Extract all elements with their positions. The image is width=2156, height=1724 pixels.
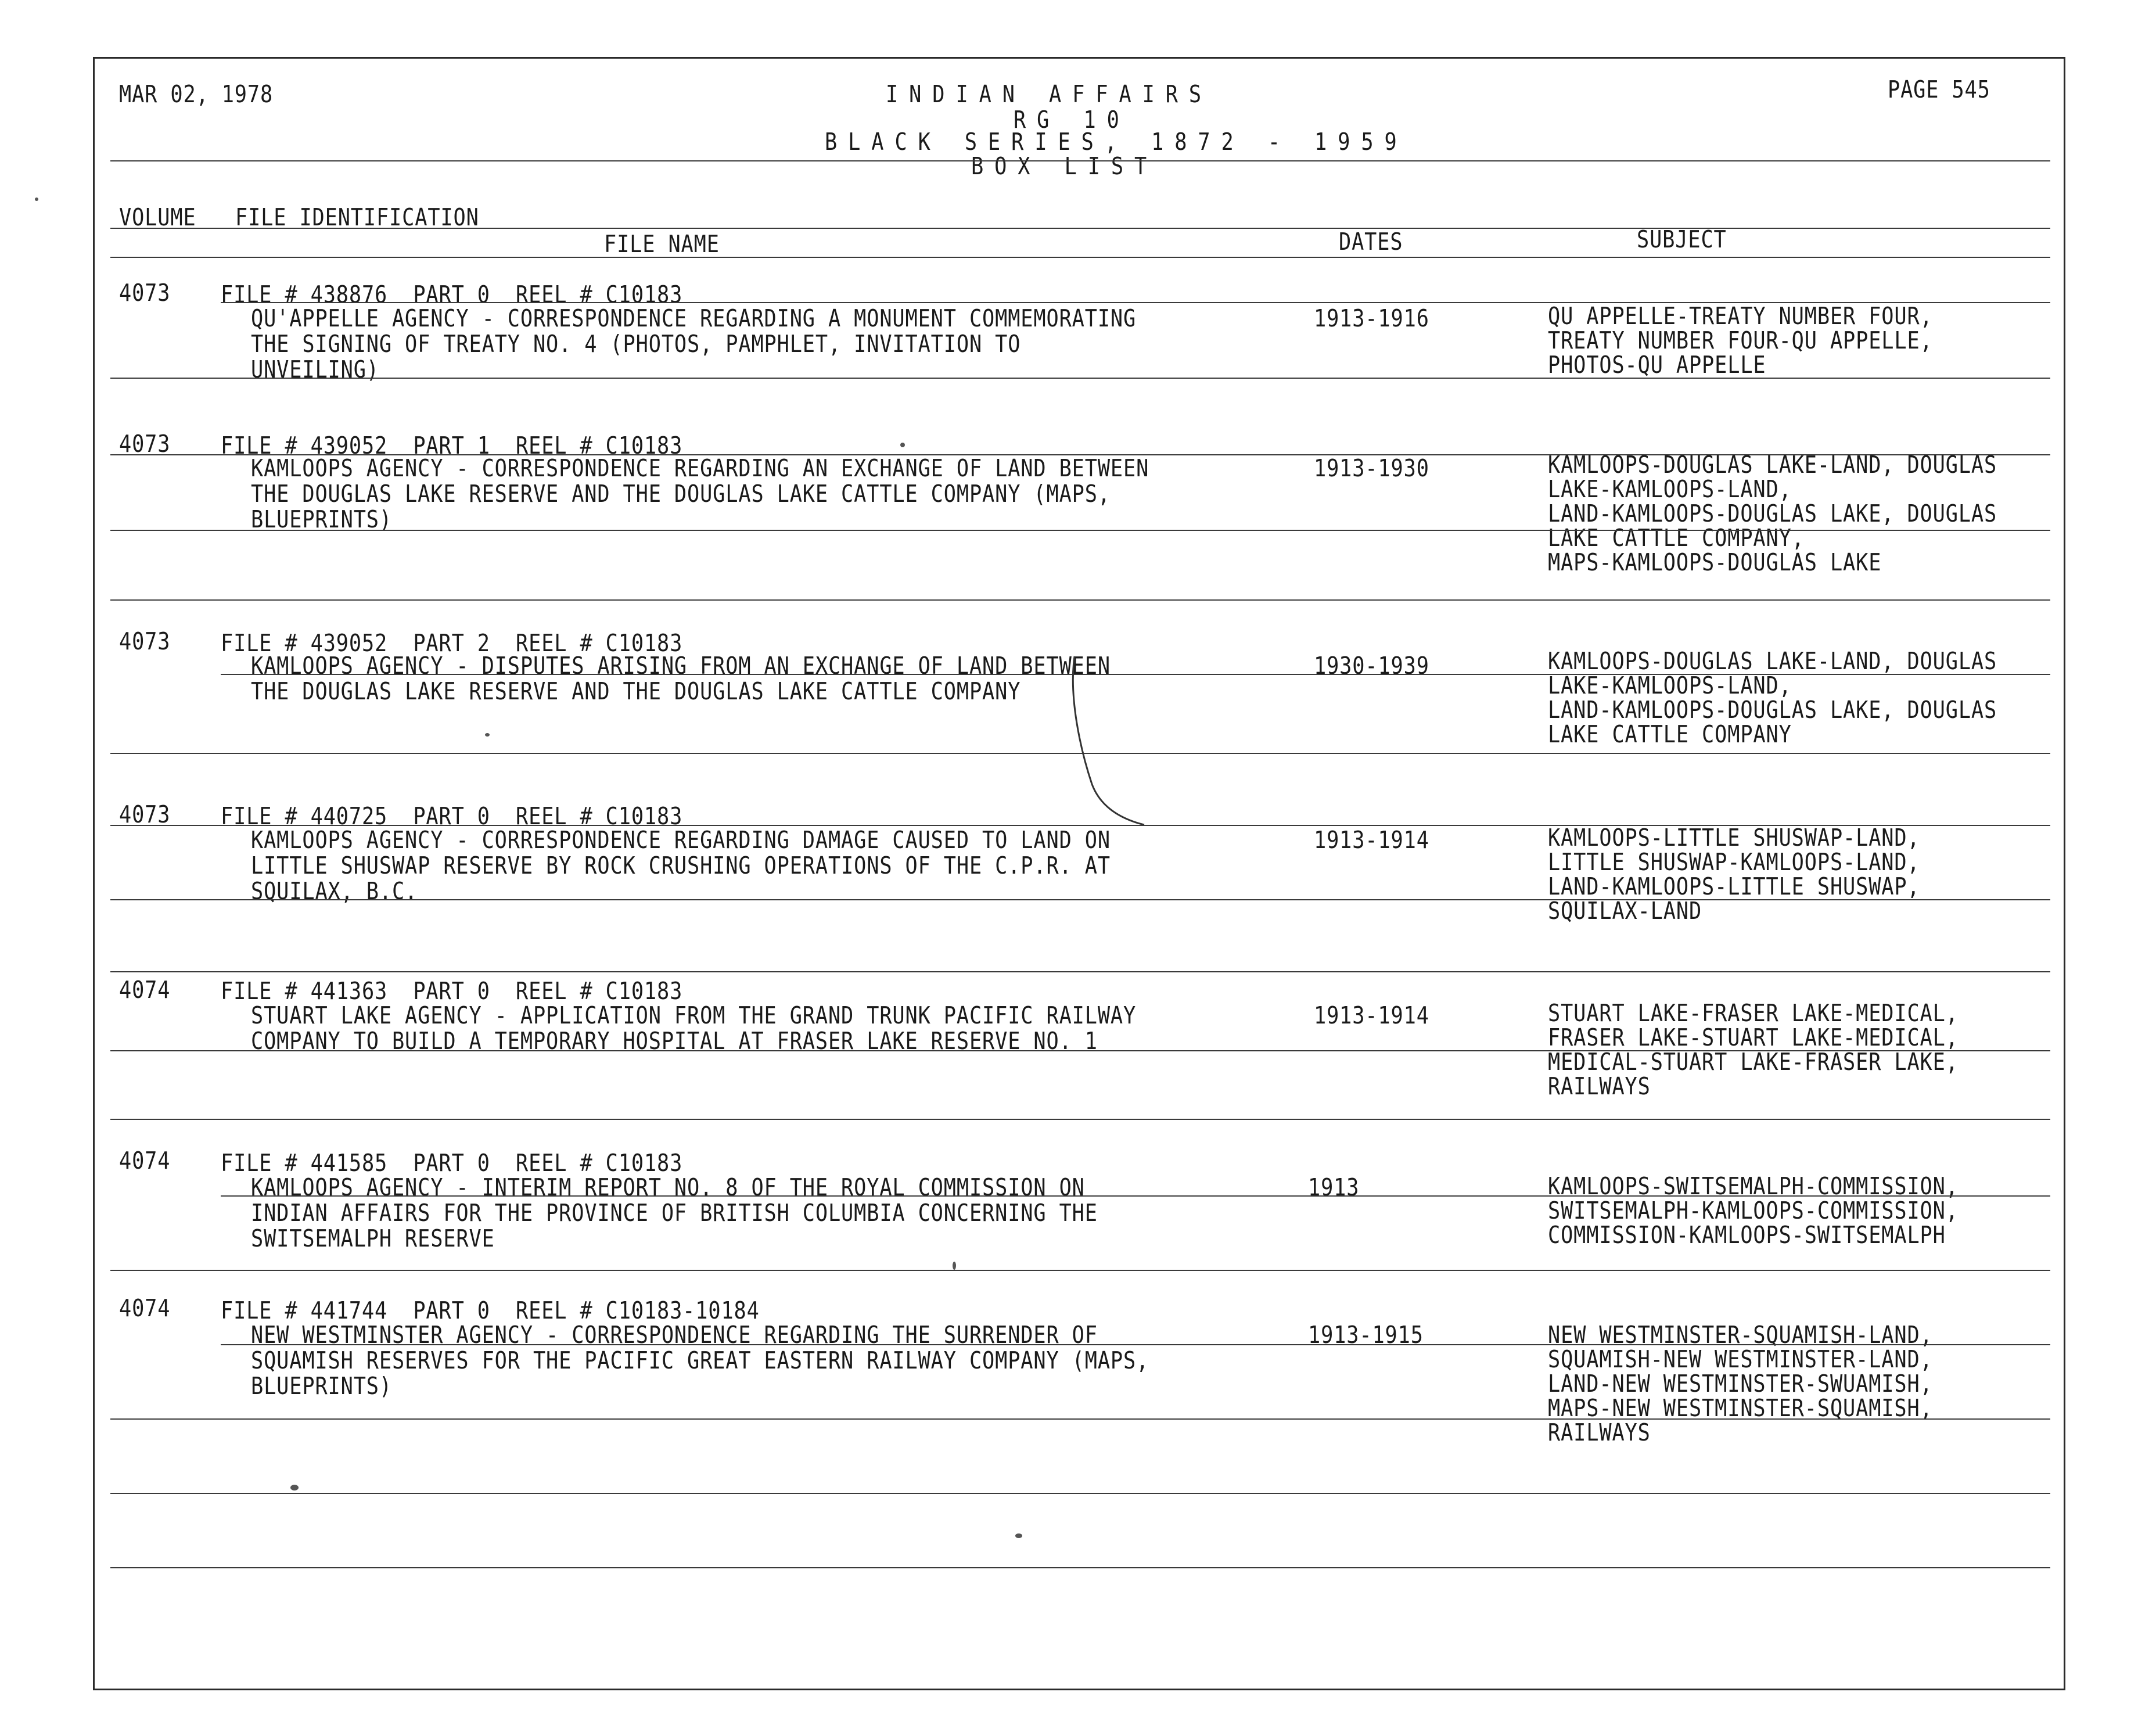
record-subject-line: MAPS-KAMLOOPS-DOUGLAS LAKE <box>1548 548 1882 576</box>
scan-speck <box>953 1262 956 1270</box>
report-title: INDIAN AFFAIRS <box>886 80 1213 108</box>
scan-speck <box>290 1485 299 1490</box>
record-file-name-line: SWITSEMALPH RESERVE <box>251 1224 495 1252</box>
record-file-name-line: QU'APPELLE AGENCY - CORRESPONDENCE REGARDING A MONUMENT COMMEMORATING <box>251 304 1137 332</box>
header-rule <box>110 160 2050 161</box>
record-subject-line: SQUILAX-LAND <box>1548 897 1702 925</box>
subject-column-header: SUBJECT <box>1637 225 1727 253</box>
record-file-id: FILE # 441585 PART 0 REEL # C10183 <box>221 1149 683 1177</box>
record-file-name-line: THE DOUGLAS LAKE RESERVE AND THE DOUGLAS LAKE CATTLE COMPANY (MAPS, <box>251 480 1111 508</box>
row-rule <box>110 899 2050 900</box>
record-file-name-line: STUART LAKE AGENCY - APPLICATION FROM THE GRAND TRUNK PACIFIC RAILWAY <box>251 1001 1137 1029</box>
page-number: PAGE 545 <box>1888 76 1990 103</box>
record-volume: 4073 <box>119 279 171 307</box>
record-dates: 1913-1915 <box>1308 1321 1424 1349</box>
dates-column-header: DATES <box>1339 228 1403 256</box>
record-volume: 4074 <box>119 1294 171 1322</box>
row-rule <box>110 753 2050 754</box>
record-subject-line: KAMLOOPS-LITTLE SHUSWAP-LAND, <box>1548 824 1920 852</box>
record-file-name-line: KAMLOOPS AGENCY - CORRESPONDENCE REGARDING DAMAGE CAUSED TO LAND ON <box>251 826 1111 854</box>
record-subject-line: LAND-KAMLOOPS-DOUGLAS LAKE, DOUGLAS <box>1548 696 1997 724</box>
record-file-name-line: KAMLOOPS AGENCY - DISPUTES ARISING FROM AN EXCHANGE OF LAND BETWEEN <box>251 652 1111 680</box>
record-file-name-line: THE SIGNING OF TREATY NO. 4 (PHOTOS, PAMPHLET, INVITATION TO <box>251 330 1021 358</box>
record-subject-line: PHOTOS-QU APPELLE <box>1548 351 1766 379</box>
record-dates: 1930-1939 <box>1314 652 1429 680</box>
record-dates: 1913-1916 <box>1314 304 1429 332</box>
record-subject-line: KAMLOOPS-DOUGLAS LAKE-LAND, DOUGLAS <box>1548 647 1997 675</box>
row-rule <box>110 1050 2050 1051</box>
row-rule <box>110 378 2050 379</box>
record-volume: 4073 <box>119 627 171 655</box>
row-rule <box>221 1344 2050 1345</box>
record-volume: 4074 <box>119 976 171 1004</box>
record-subject-line: RAILWAYS <box>1548 1418 1651 1446</box>
scan-speck <box>485 733 490 737</box>
row-rule <box>110 1567 2050 1568</box>
record-subject-line: LAND-KAMLOOPS-DOUGLAS LAKE, DOUGLAS <box>1548 500 1997 527</box>
record-file-name-line: BLUEPRINTS) <box>251 505 392 533</box>
record-file-id: FILE # 438876 PART 0 REEL # C10183 <box>221 281 683 308</box>
record-subject-line: QU APPELLE-TREATY NUMBER FOUR, <box>1548 302 1933 330</box>
record-subject-line: MEDICAL-STUART LAKE-FRASER LAKE, <box>1548 1048 1959 1076</box>
row-rule <box>221 302 2050 303</box>
file-identification-column-header: FILE IDENTIFICATION <box>235 203 479 231</box>
record-volume: 4073 <box>119 800 171 828</box>
record-subject-line: LAKE CATTLE COMPANY, <box>1548 524 1805 552</box>
record-file-name-line: KAMLOOPS AGENCY - INTERIM REPORT NO. 8 OF THE ROYAL COMMISSION ON <box>251 1173 1085 1201</box>
record-file-id: FILE # 439052 PART 1 REEL # C10183 <box>221 432 683 459</box>
record-file-name-line: UNVEILING) <box>251 355 379 383</box>
record-file-id: FILE # 441744 PART 0 REEL # C10183-10184 <box>221 1296 760 1324</box>
record-subject-line: TREATY NUMBER FOUR-QU APPELLE, <box>1548 326 1933 354</box>
box-list-label: BOX LIST <box>971 152 1158 180</box>
record-file-name-line: SQUAMISH RESERVES FOR THE PACIFIC GREAT EASTERN RAILWAY COMPANY (MAPS, <box>251 1346 1149 1374</box>
row-rule <box>110 1270 2050 1271</box>
series-title: BLACK SERIES, 1872 - 1959 <box>825 128 1408 156</box>
record-subject-line: COMMISSION-KAMLOOPS-SWITSEMALPH <box>1548 1221 1946 1249</box>
scan-speck <box>900 443 905 447</box>
record-subject-line: LAKE CATTLE COMPANY <box>1548 720 1792 748</box>
record-file-name-line: COMPANY TO BUILD A TEMPORARY HOSPITAL AT FRASER LAKE RESERVE NO. 1 <box>251 1027 1098 1055</box>
scan-speck <box>1015 1533 1022 1538</box>
record-subject-line: LAKE-KAMLOOPS-LAND, <box>1548 671 1792 699</box>
record-file-name-line: BLUEPRINTS) <box>251 1372 392 1400</box>
record-dates: 1913 <box>1308 1173 1360 1201</box>
record-volume: 4074 <box>119 1147 171 1175</box>
record-subject-line: LAKE-KAMLOOPS-LAND, <box>1548 475 1792 503</box>
scan-speck <box>35 197 38 201</box>
column-header-bottom-rule <box>110 257 2050 258</box>
record-file-id: FILE # 440725 PART 0 REEL # C10183 <box>221 802 683 830</box>
record-dates: 1913-1930 <box>1314 454 1429 482</box>
record-file-name-line: KAMLOOPS AGENCY - CORRESPONDENCE REGARDING AN EXCHANGE OF LAND BETWEEN <box>251 454 1149 482</box>
record-volume: 4073 <box>119 430 171 458</box>
record-dates: 1913-1914 <box>1314 1001 1429 1029</box>
row-rule <box>110 530 2050 531</box>
record-file-id: FILE # 439052 PART 2 REEL # C10183 <box>221 629 683 657</box>
row-rule <box>110 825 2050 826</box>
column-header-rule <box>110 228 2050 229</box>
record-subject-line: RAILWAYS <box>1548 1072 1651 1100</box>
row-rule <box>110 454 2050 455</box>
record-subject-line: LITTLE SHUSWAP-KAMLOOPS-LAND, <box>1548 848 1920 876</box>
row-rule <box>110 599 2050 601</box>
record-subject-line: LAND-NEW WESTMINSTER-SWUAMISH, <box>1548 1370 1933 1398</box>
record-subject-line: NEW WESTMINSTER-SQUAMISH-LAND, <box>1548 1321 1933 1349</box>
record-subject-line: LAND-KAMLOOPS-LITTLE SHUSWAP, <box>1548 872 1920 900</box>
record-subject-line: MAPS-NEW WESTMINSTER-SQUAMISH, <box>1548 1394 1933 1422</box>
row-rule <box>110 1119 2050 1120</box>
record-file-name-line: THE DOUGLAS LAKE RESERVE AND THE DOUGLAS LAKE CATTLE COMPANY <box>251 677 1021 705</box>
record-subject-line: KAMLOOPS-SWITSEMALPH-COMMISSION, <box>1548 1172 1959 1200</box>
volume-column-header: VOLUME <box>119 203 196 231</box>
row-rule <box>110 1418 2050 1420</box>
record-file-name-line: SQUILAX, B.C. <box>251 877 418 905</box>
record-subject-line: SQUAMISH-NEW WESTMINSTER-LAND, <box>1548 1345 1933 1373</box>
record-file-name-line: LITTLE SHUSWAP RESERVE BY ROCK CRUSHING OPERATIONS OF THE C.P.R. AT <box>251 852 1111 879</box>
record-group: RG 10 <box>1014 106 1130 134</box>
record-dates: 1913-1914 <box>1314 826 1429 854</box>
record-subject-line: STUART LAKE-FRASER LAKE-MEDICAL, <box>1548 999 1959 1027</box>
report-date: MAR 02, 1978 <box>119 80 274 108</box>
record-subject-line: SWITSEMALPH-KAMLOOPS-COMMISSION, <box>1548 1197 1959 1224</box>
row-rule <box>110 971 2050 972</box>
record-file-name-line: NEW WESTMINSTER AGENCY - CORRESPONDENCE REGARDING THE SURRENDER OF <box>251 1321 1098 1349</box>
row-rule <box>221 674 2050 675</box>
record-subject-line: KAMLOOPS-DOUGLAS LAKE-LAND, DOUGLAS <box>1548 451 1997 479</box>
row-rule <box>221 1195 2050 1197</box>
row-rule <box>110 1493 2050 1494</box>
record-subject-line: FRASER LAKE-STUART LAKE-MEDICAL, <box>1548 1023 1959 1051</box>
file-name-column-header: FILE NAME <box>604 230 720 258</box>
record-file-id: FILE # 441363 PART 0 REEL # C10183 <box>221 977 683 1005</box>
record-file-name-line: INDIAN AFFAIRS FOR THE PROVINCE OF BRITISH COLUMBIA CONCERNING THE <box>251 1199 1098 1227</box>
